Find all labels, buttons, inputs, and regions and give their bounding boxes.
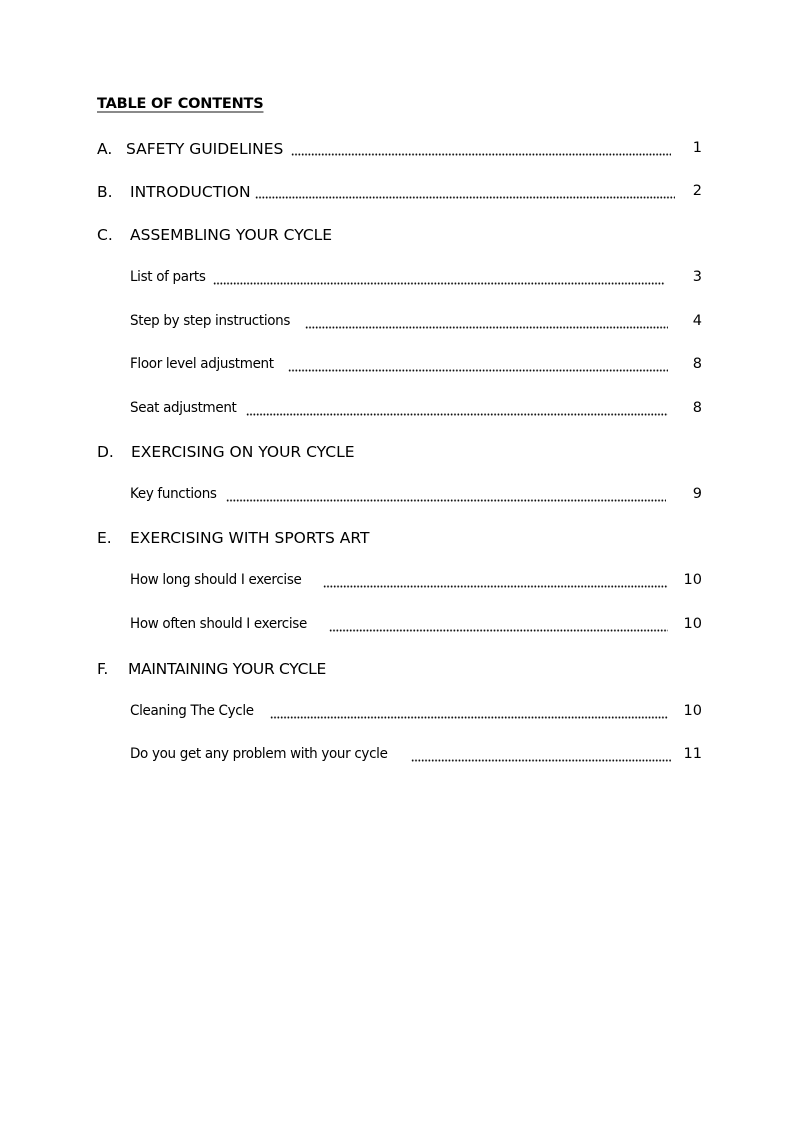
section-label: INTRODUCTION (130, 183, 251, 201)
page-number: 8 (692, 400, 702, 416)
section-letter: E. (97, 529, 112, 547)
dot-leader (305, 313, 668, 332)
subsection-label: List of parts (130, 269, 206, 285)
dot-leader (329, 616, 668, 635)
subsection-label: How often should I exercise (130, 616, 307, 632)
dot-leader (270, 703, 668, 722)
section-letter: A. (97, 140, 113, 158)
dot-leader (213, 269, 665, 288)
section-letter: C. (97, 226, 113, 244)
page-number: 10 (683, 616, 702, 632)
dot-leader (323, 572, 668, 591)
dot-leader (246, 400, 668, 419)
section-label: ASSEMBLING YOUR CYCLE (130, 226, 333, 244)
subsection-label: Seat adjustment (130, 400, 237, 416)
page-number: 10 (683, 572, 702, 588)
section-label: MAINTAINING YOUR CYCLE (128, 660, 326, 678)
toc-title: TABLE OF CONTENTS (97, 96, 264, 112)
page-number: 4 (692, 313, 702, 329)
dot-leader (288, 356, 668, 375)
page-number: 11 (683, 746, 702, 762)
section-label: SAFETY GUIDELINES (126, 140, 284, 158)
dot-leader (411, 746, 671, 765)
section-label: EXERCISING ON YOUR CYCLE (131, 443, 355, 461)
dot-leader (255, 183, 675, 202)
section-label: EXERCISING WITH SPORTS ART (130, 529, 370, 547)
dot-leader (226, 486, 666, 505)
page-number: 9 (692, 486, 702, 502)
page-number: 10 (683, 703, 702, 719)
section-letter: D. (97, 443, 114, 461)
subsection-label: Step by step instructions (130, 313, 291, 329)
page-number: 3 (692, 269, 702, 285)
page-number: 2 (692, 183, 702, 199)
dot-leader (291, 140, 671, 159)
subsection-label: Key functions (130, 486, 217, 502)
page-number: 1 (692, 140, 702, 156)
subsection-label: Do you get any problem with your cycle (130, 746, 388, 762)
subsection-label: How long should I exercise (130, 572, 302, 588)
section-letter: B. (97, 183, 113, 201)
page-number: 8 (692, 356, 702, 372)
subsection-label: Floor level adjustment (130, 356, 274, 372)
subsection-label: Cleaning The Cycle (130, 703, 254, 719)
section-letter: F. (97, 660, 109, 678)
